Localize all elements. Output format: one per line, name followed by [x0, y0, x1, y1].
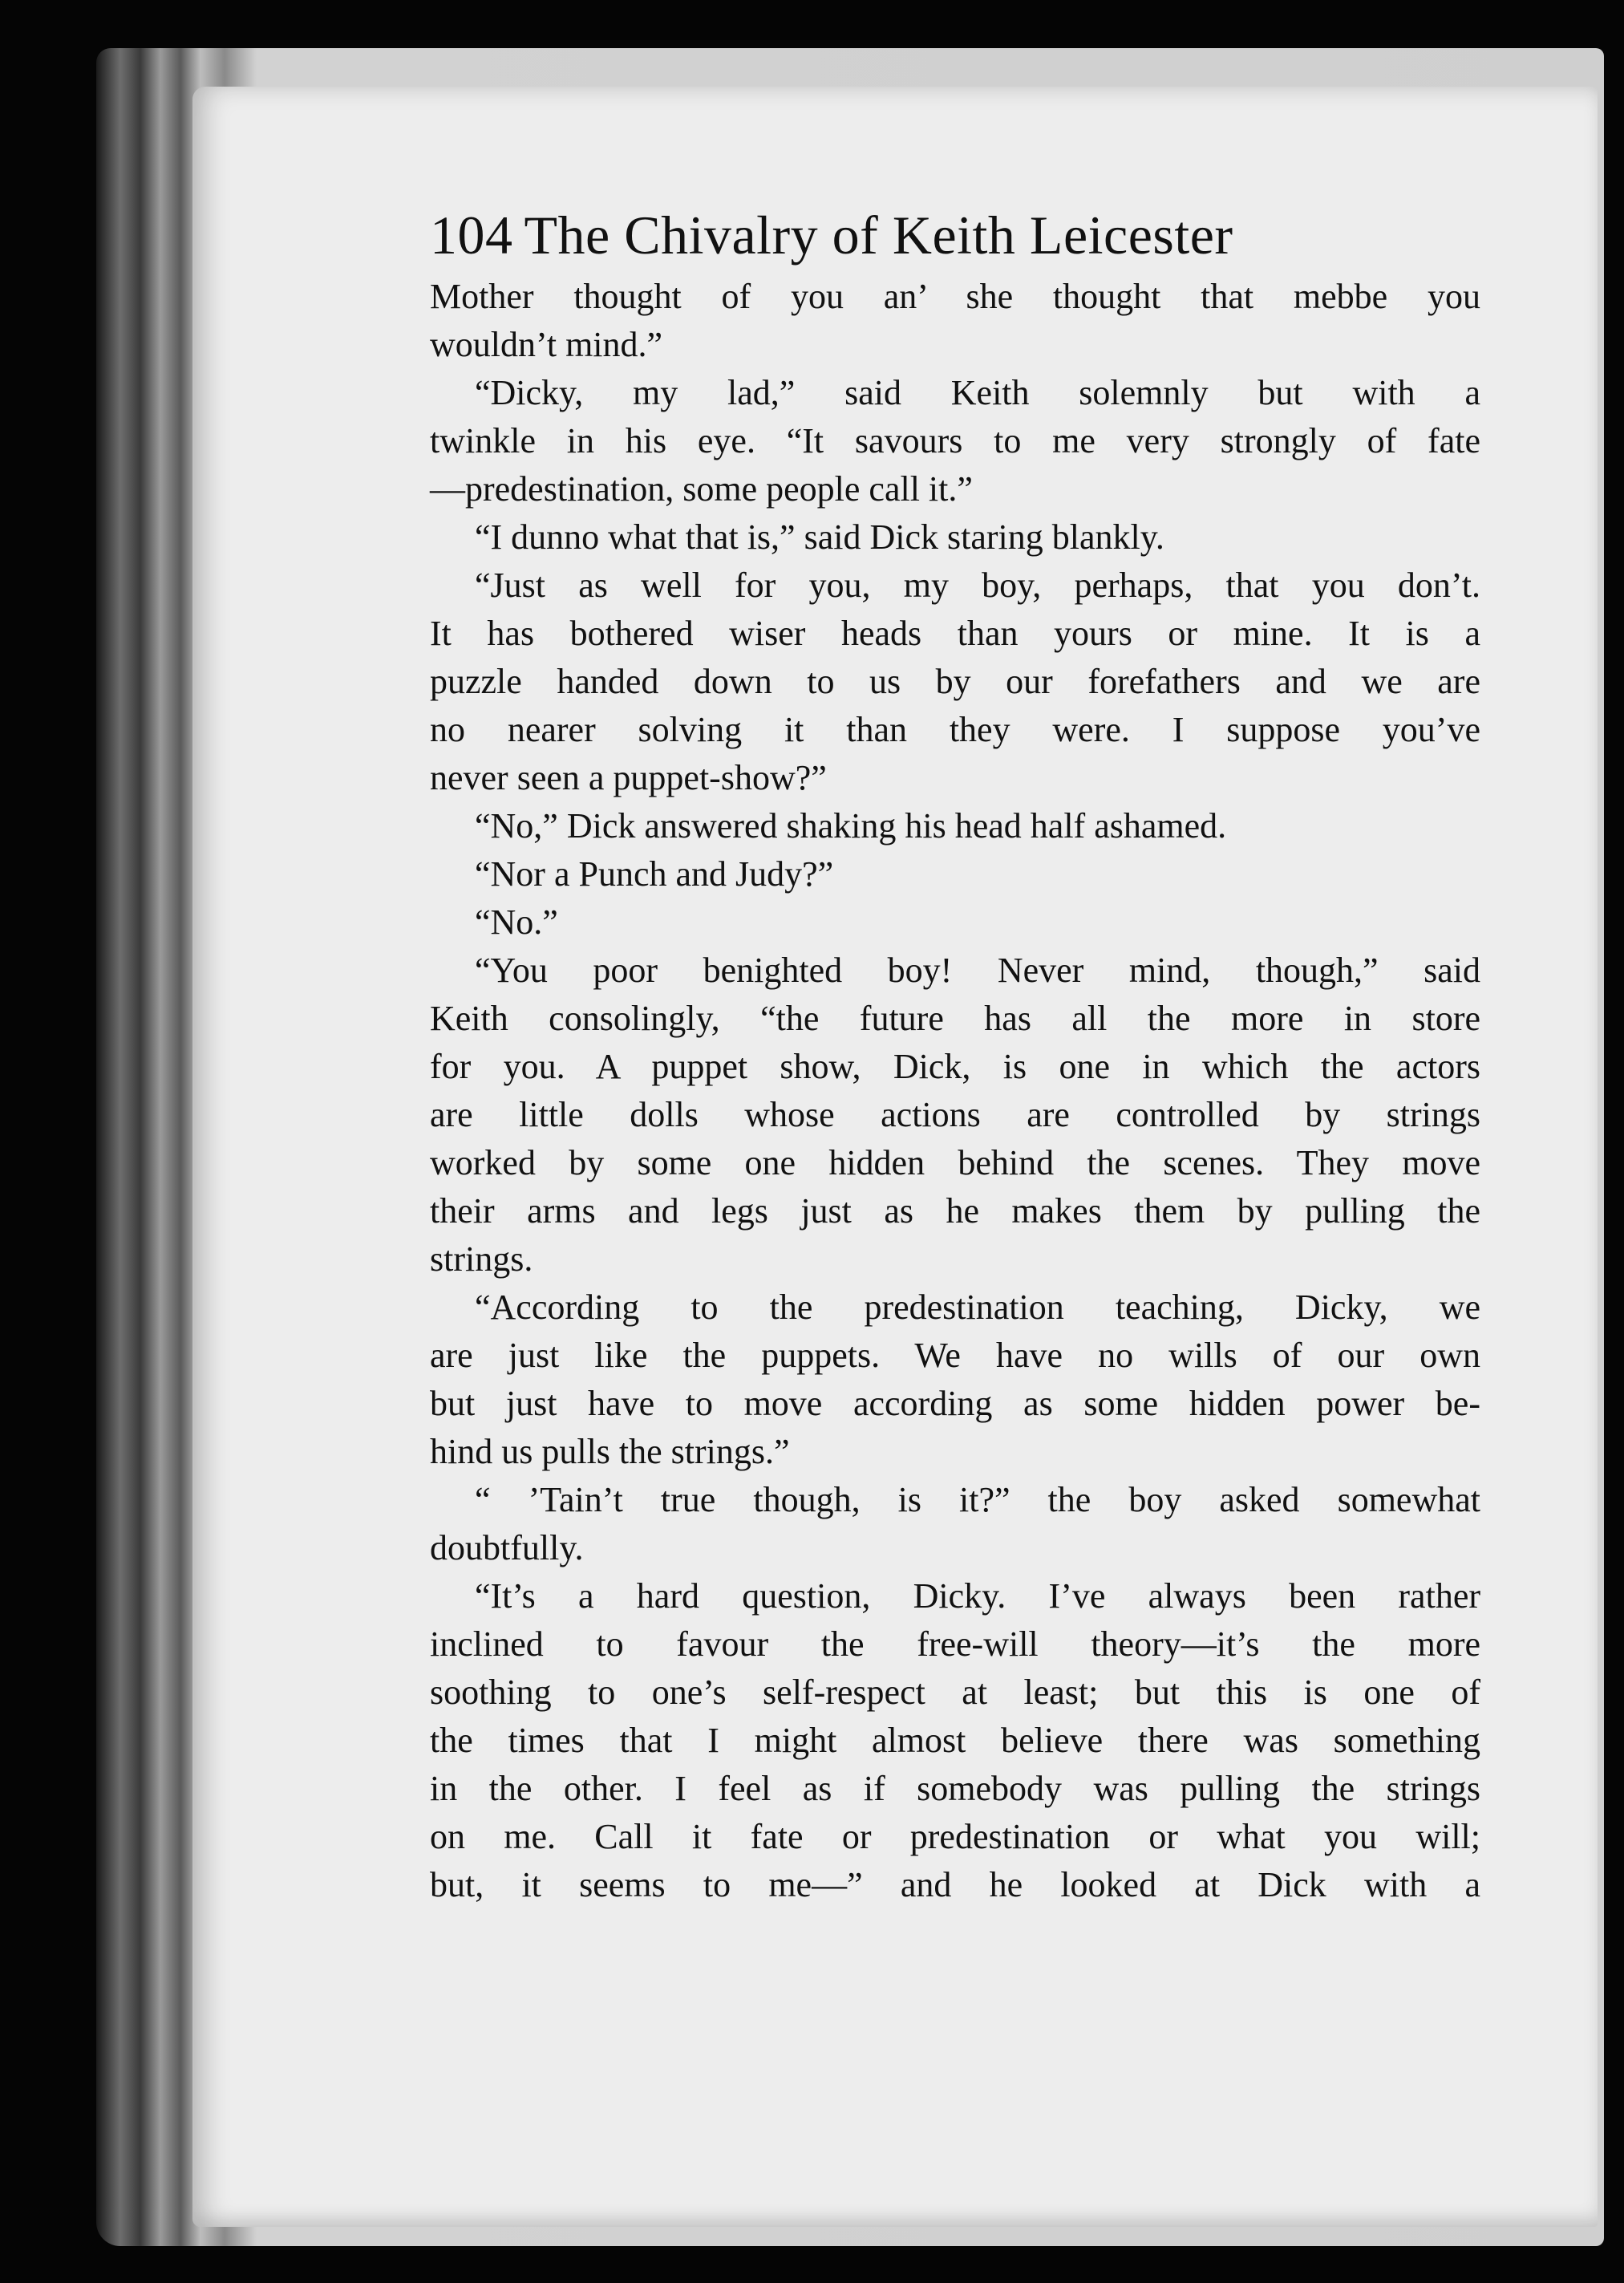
text-line: on me. Call it fate or predestination or what you will;: [430, 1817, 1480, 1856]
text-line: hind us pulls the strings.”: [430, 1432, 790, 1471]
text-line: “Nor a Punch and Judy?”: [475, 854, 834, 894]
text-line: “No,” Dick answered shaking his head half ashamed.: [475, 806, 1227, 845]
text-line: twinkle in his eye. “It savours to me very strongly of fate: [430, 421, 1480, 460]
text-line: in the other. I feel as if somebody was pulling the strings: [430, 1769, 1480, 1808]
text-line: are little dolls whose actions are controlled by strings: [430, 1095, 1480, 1134]
text-line: soothing to one’s self-respect at least; but this is one of: [430, 1673, 1480, 1712]
text-line: are just like the puppets. We have no wills of our own: [430, 1336, 1480, 1375]
text-line: for you. A puppet show, Dick, is one in which the actors: [430, 1047, 1480, 1086]
text-line: doubtfully.: [430, 1528, 584, 1567]
text-line: “I dunno what that is,” said Dick staring blankly.: [475, 517, 1164, 557]
text-line: “ ’Tain’t true though, is it?” the boy asked somewhat: [475, 1480, 1480, 1519]
text-line: wouldn’t mind.”: [430, 325, 663, 364]
text-line: Keith consolingly, “the future has all the more in store: [430, 999, 1480, 1038]
text-line: their arms and legs just as he makes them by pulling the: [430, 1191, 1480, 1231]
text-line: but, it seems to me—” and he looked at Dick with a: [430, 1865, 1480, 1904]
text-line: —predestination, some people call it.”: [430, 469, 973, 509]
running-title: The Chivalry of Keith Leicester: [524, 205, 1233, 266]
text-line: never seen a puppet-show?”: [430, 758, 827, 797]
page-number: 104: [430, 205, 513, 266]
text-line: no nearer solving it than they were. I suppose you’ve: [430, 710, 1480, 749]
text-line: “It’s a hard question, Dicky. I’ve always been rather: [475, 1576, 1480, 1616]
text-line: strings.: [430, 1239, 533, 1279]
text-line: puzzle handed down to us by our forefathers and we are: [430, 662, 1480, 701]
text-line: It has bothered wiser heads than yours or mine. It is a: [430, 614, 1480, 653]
text-line: Mother thought of you an’ she thought that mebbe you: [430, 277, 1480, 316]
text-line: the times that I might almost believe there was something: [430, 1721, 1480, 1760]
text-line: but just have to move according as some hidden power be-: [430, 1384, 1480, 1423]
text-line: “No.”: [475, 902, 558, 942]
text-line: “Just as well for you, my boy, perhaps, that you don’t.: [475, 566, 1480, 605]
text-line: “You poor benighted boy! Never mind, though,” said: [475, 951, 1480, 990]
text-line: inclined to favour the free-will theory—it’s the more: [430, 1624, 1480, 1664]
body-text: [430, 273, 1480, 1909]
text-line: “According to the predestination teaching, Dicky, we: [475, 1287, 1480, 1327]
page-text: [430, 199, 1480, 1909]
text-line: “Dicky, my lad,” said Keith solemnly but with a: [475, 373, 1480, 412]
running-head: [430, 199, 1480, 271]
text-line: worked by some one hidden behind the scenes. They move: [430, 1143, 1480, 1182]
